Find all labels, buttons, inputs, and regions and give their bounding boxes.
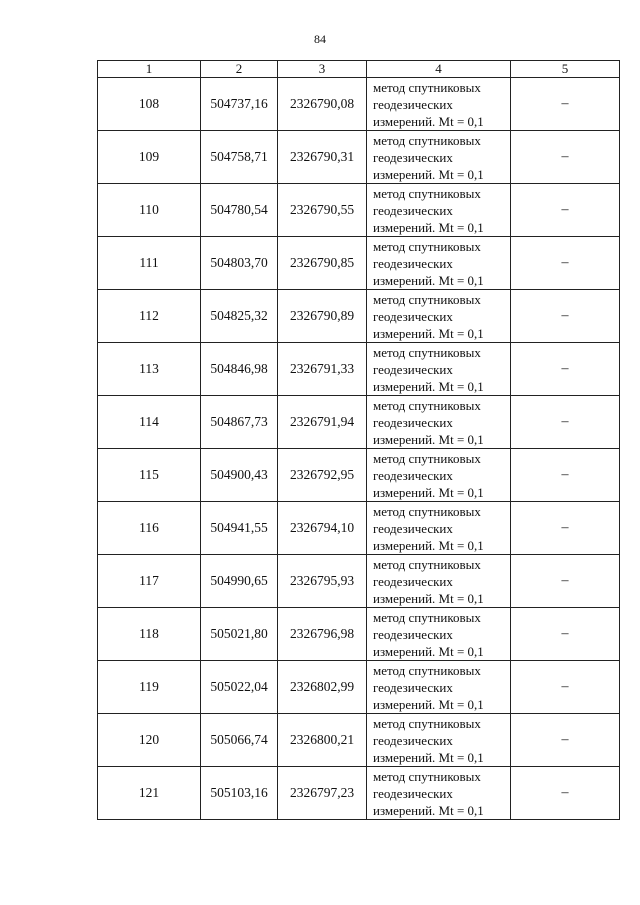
method-cell (367, 237, 511, 290)
column-header: 2 (201, 61, 278, 78)
method-cell (367, 661, 511, 714)
y-coordinate-cell: 2326790,08 (278, 78, 367, 131)
method-line: измерений. Mt = 0,1 (373, 802, 484, 818)
method-cell (367, 502, 511, 555)
method-line: измерений. Mt = 0,1 (373, 431, 484, 447)
x-coordinate-cell: 504803,70 (201, 237, 278, 290)
y-coordinate-cell: 2326795,93 (278, 555, 367, 608)
method-line: геодезических (373, 785, 453, 801)
point-cell: 110 (98, 184, 201, 237)
method-cell (367, 396, 511, 449)
method-cell (367, 449, 511, 502)
y-coordinate-cell: 2326802,99 (278, 661, 367, 714)
method-line: измерений. Mt = 0,1 (373, 643, 484, 659)
method-line: геодезических (373, 255, 453, 271)
table-row (98, 78, 620, 131)
method-cell (367, 555, 511, 608)
x-coordinate-cell: 504825,32 (201, 290, 278, 343)
method-line: геодезических (373, 308, 453, 324)
method-line: метод спутниковых (373, 503, 481, 519)
point-cell: 119 (98, 661, 201, 714)
table-row (98, 555, 620, 608)
table-row (98, 290, 620, 343)
method-line: геодезических (373, 679, 453, 695)
point-cell: 117 (98, 555, 201, 608)
table-row (98, 343, 620, 396)
table-row (98, 449, 620, 502)
x-coordinate-cell: 504780,54 (201, 184, 278, 237)
x-coordinate-cell: 504867,73 (201, 396, 278, 449)
table-row (98, 661, 620, 714)
table-row (98, 237, 620, 290)
point-cell: 120 (98, 714, 201, 767)
note-cell: – (511, 237, 620, 290)
method-line: геодезических (373, 202, 453, 218)
table-row (98, 767, 620, 820)
method-line: измерений. Mt = 0,1 (373, 219, 484, 235)
point-cell: 113 (98, 343, 201, 396)
method-line: геодезических (373, 361, 453, 377)
x-coordinate-cell: 505103,16 (201, 767, 278, 820)
y-coordinate-cell: 2326791,33 (278, 343, 367, 396)
method-line: измерений. Mt = 0,1 (373, 113, 484, 129)
x-coordinate-cell: 504900,43 (201, 449, 278, 502)
method-line: измерений. Mt = 0,1 (373, 378, 484, 394)
method-line: метод спутниковых (373, 185, 481, 201)
column-header: 4 (367, 61, 511, 78)
method-line: геодезических (373, 732, 453, 748)
point-cell: 118 (98, 608, 201, 661)
x-coordinate-cell: 504737,16 (201, 78, 278, 131)
method-line: метод спутниковых (373, 556, 481, 572)
note-cell: – (511, 343, 620, 396)
y-coordinate-cell: 2326794,10 (278, 502, 367, 555)
y-coordinate-cell: 2326790,85 (278, 237, 367, 290)
note-cell: – (511, 502, 620, 555)
table-row (98, 714, 620, 767)
y-coordinate-cell: 2326797,23 (278, 767, 367, 820)
y-coordinate-cell: 2326796,98 (278, 608, 367, 661)
note-cell: – (511, 608, 620, 661)
point-cell: 116 (98, 502, 201, 555)
table-row (98, 131, 620, 184)
point-cell: 115 (98, 449, 201, 502)
point-cell: 108 (98, 78, 201, 131)
point-cell: 121 (98, 767, 201, 820)
point-cell: 109 (98, 131, 201, 184)
method-line: метод спутниковых (373, 291, 481, 307)
point-cell: 111 (98, 237, 201, 290)
y-coordinate-cell: 2326792,95 (278, 449, 367, 502)
note-cell: – (511, 449, 620, 502)
table-body (98, 78, 620, 820)
method-line: метод спутниковых (373, 609, 481, 625)
method-line: геодезических (373, 520, 453, 536)
method-cell (367, 767, 511, 820)
method-line: метод спутниковых (373, 715, 481, 731)
method-cell (367, 131, 511, 184)
table-row (98, 396, 620, 449)
method-line: измерений. Mt = 0,1 (373, 272, 484, 288)
x-coordinate-cell: 505021,80 (201, 608, 278, 661)
method-line: метод спутниковых (373, 768, 481, 784)
x-coordinate-cell: 505066,74 (201, 714, 278, 767)
method-cell (367, 343, 511, 396)
note-cell: – (511, 396, 620, 449)
method-cell (367, 78, 511, 131)
method-line: измерений. Mt = 0,1 (373, 325, 484, 341)
note-cell: – (511, 78, 620, 131)
method-line: геодезических (373, 96, 453, 112)
method-line: измерений. Mt = 0,1 (373, 484, 484, 500)
column-header: 5 (511, 61, 620, 78)
method-line: геодезических (373, 149, 453, 165)
method-cell (367, 608, 511, 661)
method-line: измерений. Mt = 0,1 (373, 696, 484, 712)
note-cell: – (511, 131, 620, 184)
method-line: метод спутниковых (373, 450, 481, 466)
x-coordinate-cell: 504990,65 (201, 555, 278, 608)
point-cell: 112 (98, 290, 201, 343)
table-header-row (98, 61, 620, 78)
x-coordinate-cell: 504846,98 (201, 343, 278, 396)
x-coordinate-cell: 504758,71 (201, 131, 278, 184)
y-coordinate-cell: 2326800,21 (278, 714, 367, 767)
note-cell: – (511, 290, 620, 343)
y-coordinate-cell: 2326790,31 (278, 131, 367, 184)
method-cell (367, 290, 511, 343)
method-line: метод спутниковых (373, 662, 481, 678)
method-line: метод спутниковых (373, 344, 481, 360)
y-coordinate-cell: 2326791,94 (278, 396, 367, 449)
method-line: геодезических (373, 414, 453, 430)
method-line: метод спутниковых (373, 79, 481, 95)
column-header: 3 (278, 61, 367, 78)
method-line: геодезических (373, 573, 453, 589)
table-row (98, 608, 620, 661)
coordinates-table (97, 60, 620, 820)
method-line: измерений. Mt = 0,1 (373, 537, 484, 553)
note-cell: – (511, 714, 620, 767)
note-cell: – (511, 555, 620, 608)
table-row (98, 184, 620, 237)
method-line: метод спутниковых (373, 238, 481, 254)
point-cell: 114 (98, 396, 201, 449)
page-number: 84 (314, 32, 326, 46)
y-coordinate-cell: 2326790,89 (278, 290, 367, 343)
method-line: измерений. Mt = 0,1 (373, 166, 484, 182)
method-line: измерений. Mt = 0,1 (373, 590, 484, 606)
column-header: 1 (98, 61, 201, 78)
note-cell: – (511, 767, 620, 820)
method-line: метод спутниковых (373, 397, 481, 413)
method-line: геодезических (373, 626, 453, 642)
table-row (98, 502, 620, 555)
method-line: геодезических (373, 467, 453, 483)
note-cell: – (511, 661, 620, 714)
method-cell (367, 714, 511, 767)
y-coordinate-cell: 2326790,55 (278, 184, 367, 237)
note-cell: – (511, 184, 620, 237)
method-line: метод спутниковых (373, 132, 481, 148)
x-coordinate-cell: 504941,55 (201, 502, 278, 555)
x-coordinate-cell: 505022,04 (201, 661, 278, 714)
method-line: измерений. Mt = 0,1 (373, 749, 484, 765)
method-cell (367, 184, 511, 237)
